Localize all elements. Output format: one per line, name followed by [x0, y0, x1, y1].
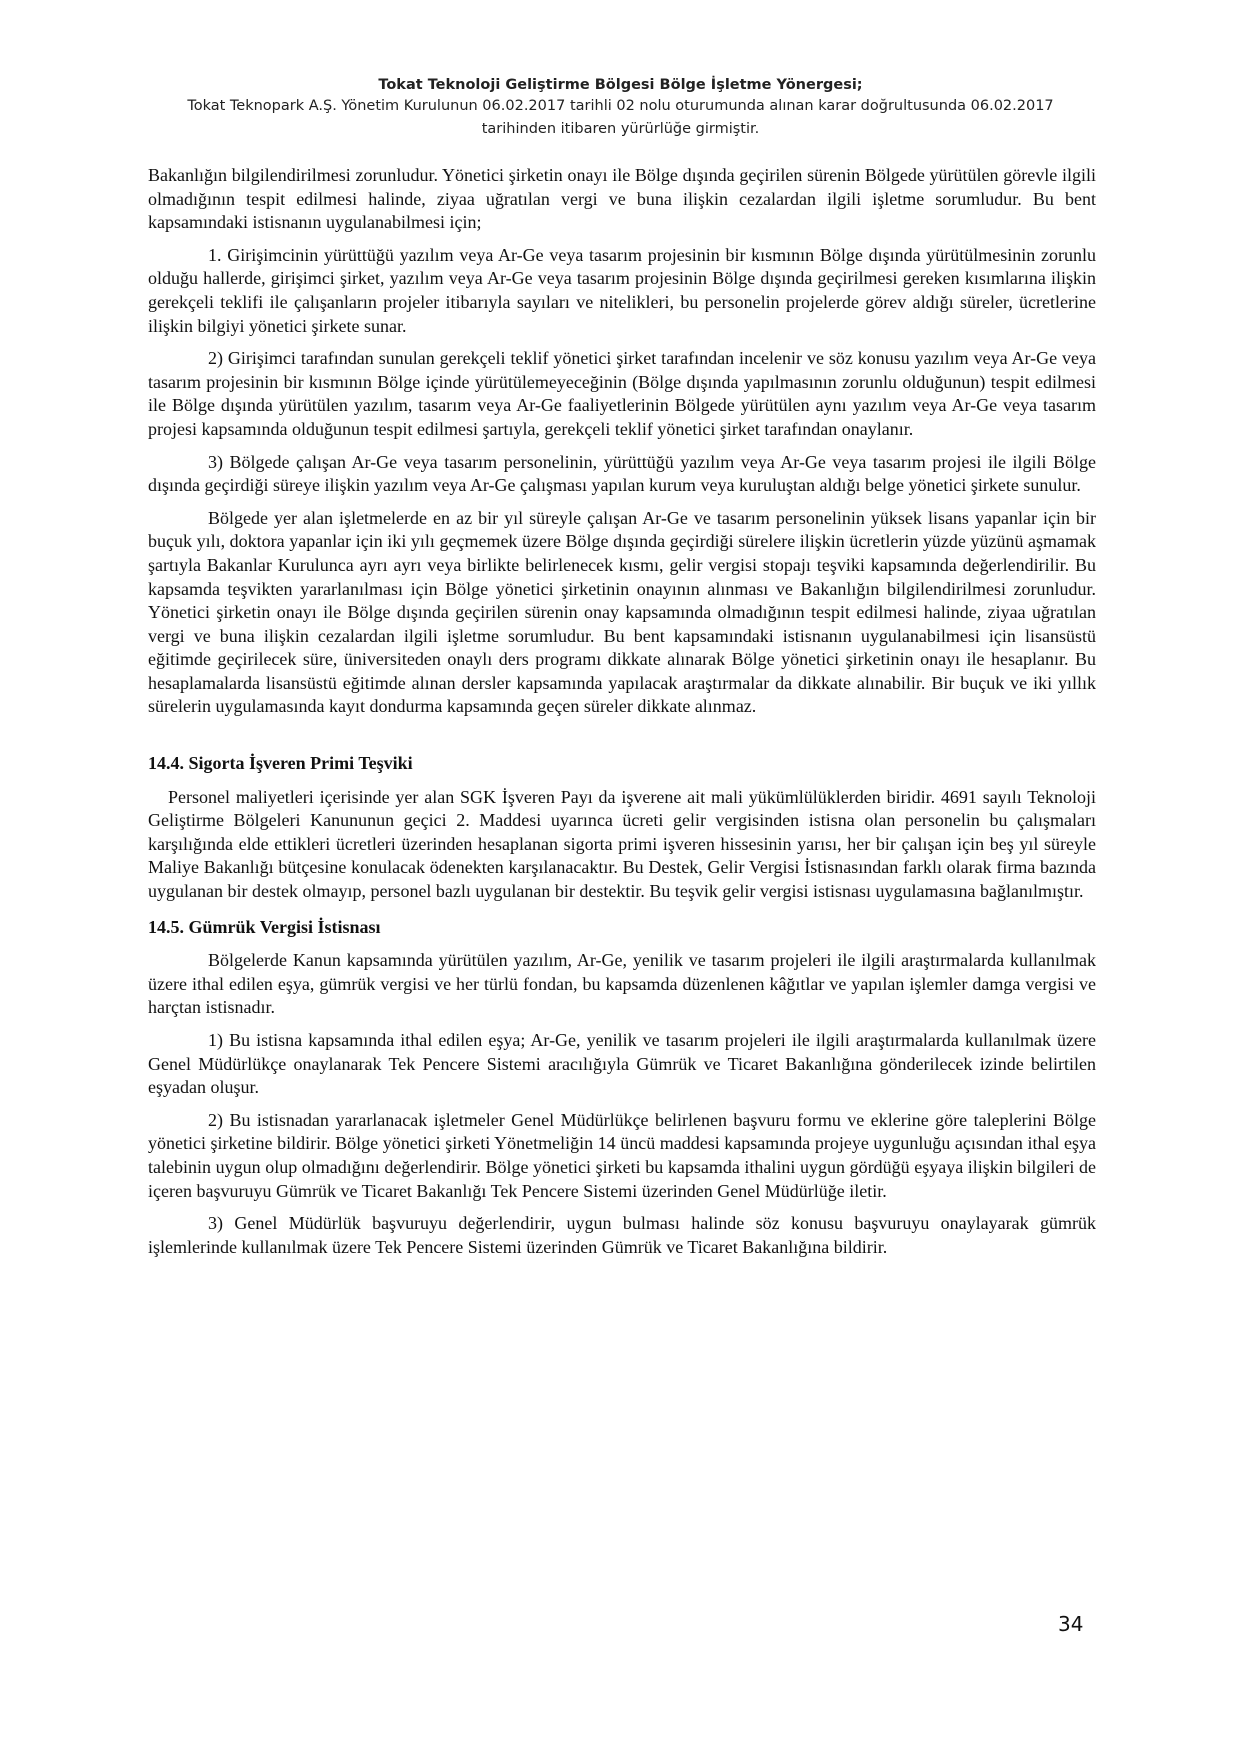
section-heading-14-4: 14.4. Sigorta İşveren Primi Teşviki: [148, 753, 413, 774]
paragraph-intro: Bakanlığın bilgilendirilmesi zorunludur. Yönetici şirketin onayı ile Bölge dışında geçirilen sürenin Bölgede yürütülen görevle ilgili olmadığının tespit edilmesi halinde, ziyaa uğratılan vergi ve buna ilişkin cezalardan ilgili işletme sorumludur. Bu bent kapsamındaki istisnanın uygulanabilmesi için;: [148, 165, 1096, 233]
paragraph-education: Bölgede yer alan işletmelerde en az bir yıl süreyle çalışan Ar-Ge ve tasarım personelinin yüksek lisans yapanlar için bir buçuk yılı, doktora yapanlar için iki yılı geçmemek üzere Bölge dışında geçirdiği sürelere ilişkin ücretlerin yüzde yüzünü aşmamak şartıyla Bakanlar Kurulunca ayrı ayrı veya birlikte belirlenecek kısmı, gelir vergisi stopajı teşviki kapsamında değerlendirilir. Bu kapsamda teşvikten yararlanılması için Bölge yönetici şirketinin onayının alınması ve Bakanlığın bilgilendirilmesi zorunludur. Yönetici şirketin onayı ile Bölge dışında geçirilen sürenin onay kapsamında olmadığının tespit edilmesi halinde, ziyaa uğratılan vergi ve buna ilişkin cezalardan ilgili işletme sorumludur. Bu bent kapsamındaki istisnanın uygulanabilmesi için lisansüstü eğitimde geçirilecek süre, üniversiteden onaylı ders programı dikkate alınarak Bölge yönetici şirketinin onayı ile hesaplanır. Bu hesaplamalarda lisansüstü eğitimde alınan dersler kapsamında yapılacak araştırmalar da dikkate alınabilir. Bir buçuk ve iki yıllık sürelerin uygulamasında kayıt dondurma kapsamında geçen süreler dikkate alınmaz.: [148, 507, 1096, 717]
paragraph-sgk: Personel maliyetleri içerisinde yer alan SGK İşveren Payı da işverene ait mali yükümlülüklerden biridir. 4691 sayılı Teknoloji Geliştirme Bölgeleri Kanununun geçici 2. Maddesi uyarınca ücreti gelir vergisinden istisna olan personelin bu çalışmaları karşılığında elde ettikleri ücretleri üzerinden hesaplanan sigorta primi işveren hissesinin yarısı, her bir çalışan için beş yıl süreyle Maliye Bakanlığı bütçesine konulacak ödenekten karşılanacaktır. Bu Destek, Gelir Vergisi İstisnasından farklı olarak firma bazında uygulanan bir destek olmayıp, personel bazlı uygulanan bir destektir. Bu teşvik gelir vergisi istisnası uygulamasına bağlanılmıştır.: [148, 786, 1096, 902]
paragraph-item-1: 1. Girişimcinin yürüttüğü yazılım veya Ar-Ge veya tasarım projesinin bir kısmının Bölge dışında yürütülmesinin zorunlu olduğu hallerde, girişimci şirket, yazılım veya Ar-Ge veya tasarım projesinin Bölge dışında geçirilmesi gereken kısımlarına ilişkin gerekçeli teklifi ile çalışanların projeler itibarıyla sayıları ve nitelikleri, bu personelin projelerde görev aldığı süreler, ücretlerine ilişkin bilgiyi yönetici şirkete sunar.: [148, 244, 1096, 336]
paragraph-item-2: 2) Girişimci tarafından sunulan gerekçeli teklif yönetici şirket tarafından incelenir ve söz konusu yazılım veya Ar-Ge veya tasarım projesinin bir kısmının Bölge içinde yürütülemeyeceğinin (Bölge dışında yapılmasının zorunlu olduğunun) tespit edilmesi ile Bölge dışında yürütülen yazılım, tasarım veya Ar-Ge faaliyetlerinin Bölgede yürütülen aynı yazılım veya Ar-Ge veya tasarım projesi kapsamında olduğunun tespit edilmesi şartıyla, gerekçeli teklif yönetici şirket tarafından onaylanır.: [148, 348, 1096, 439]
page-header: [100, 76, 1141, 141]
page-number: 34: [1058, 1612, 1084, 1636]
header-line-1: Tokat Teknopark A.Ş. Yönetim Kurulunun 06.02.2017 tarihli 02 nolu oturumunda alınan karar doğrultusunda 06.02.2017: [187, 98, 1054, 114]
header-title: Tokat Teknoloji Geliştirme Bölgesi Bölge İşletme Yönergesi;: [378, 77, 863, 93]
paragraph-customs-1: 1) Bu istisna kapsamında ithal edilen eşya; Ar-Ge, yenilik ve tasarım projeleri ile ilgili araştırmalarda kullanılmak üzere Genel Müdürlükçe onaylanarak Tek Pencere Sistemi aracılığıyla Gümrük ve Ticaret Bakanlığına gönderilecek izinde belirtilen eşyadan oluşur.: [148, 1030, 1096, 1098]
paragraph-customs-2: 2) Bu istisnadan yararlanacak işletmeler Genel Müdürlükçe belirlenen başvuru formu ve eklerine göre taleplerini Bölge yönetici şirketine bildirir. Bölge yönetici şirketi Yönetmeliğin 14 üncü maddesi kapsamında projeye uygunluğu açısından ithal eşya talebinin uygun olup olmadığını değerlendirir. Bölge yönetici şirketi bu kapsamda ithalini uygun gördüğü eşyaya ilişkin bilgileri de içeren başvuruyu Gümrük ve Ticaret Bakanlığı Tek Pencere Sistemi üzerinden Genel Müdürlüğe iletir.: [148, 1109, 1096, 1201]
document-body: [148, 164, 1096, 1268]
paragraph-item-3: 3) Bölgede çalışan Ar-Ge veya tasarım personelinin, yürüttüğü yazılım veya Ar-Ge veya tasarım projesi ile ilgili Bölge dışında geçirdiği süreye ilişkin yazılım veya Ar-Ge çalışması yapılan kurum veya kuruluştan aldığı belge yönetici şirkete sunulur.: [148, 451, 1096, 496]
paragraph-customs-3: 3) Genel Müdürlük başvuruyu değerlendirir, uygun bulması halinde söz konusu başvuruyu onaylayarak gümrük işlemlerinde kullanılmak üzere Tek Pencere Sistemi üzerinden Gümrük ve Ticaret Bakanlığına bildirir.: [148, 1213, 1096, 1257]
paragraph-customs: Bölgelerde Kanun kapsamında yürütülen yazılım, Ar-Ge, yenilik ve tasarım projeleri ile ilgili araştırmalarda kullanılmak üzere ithal edilen eşya, gümrük vergisi ve her türlü fondan, bu kapsamda düzenlenen kâğıtlar ve yapılan işlemler damga vergisi ve harçtan istisnadır.: [148, 950, 1096, 1018]
section-heading-14-5: 14.5. Gümrük Vergisi İstisnası: [148, 916, 381, 937]
header-line-2: tarihinden itibaren yürürlüğe girmiştir.: [481, 121, 760, 137]
